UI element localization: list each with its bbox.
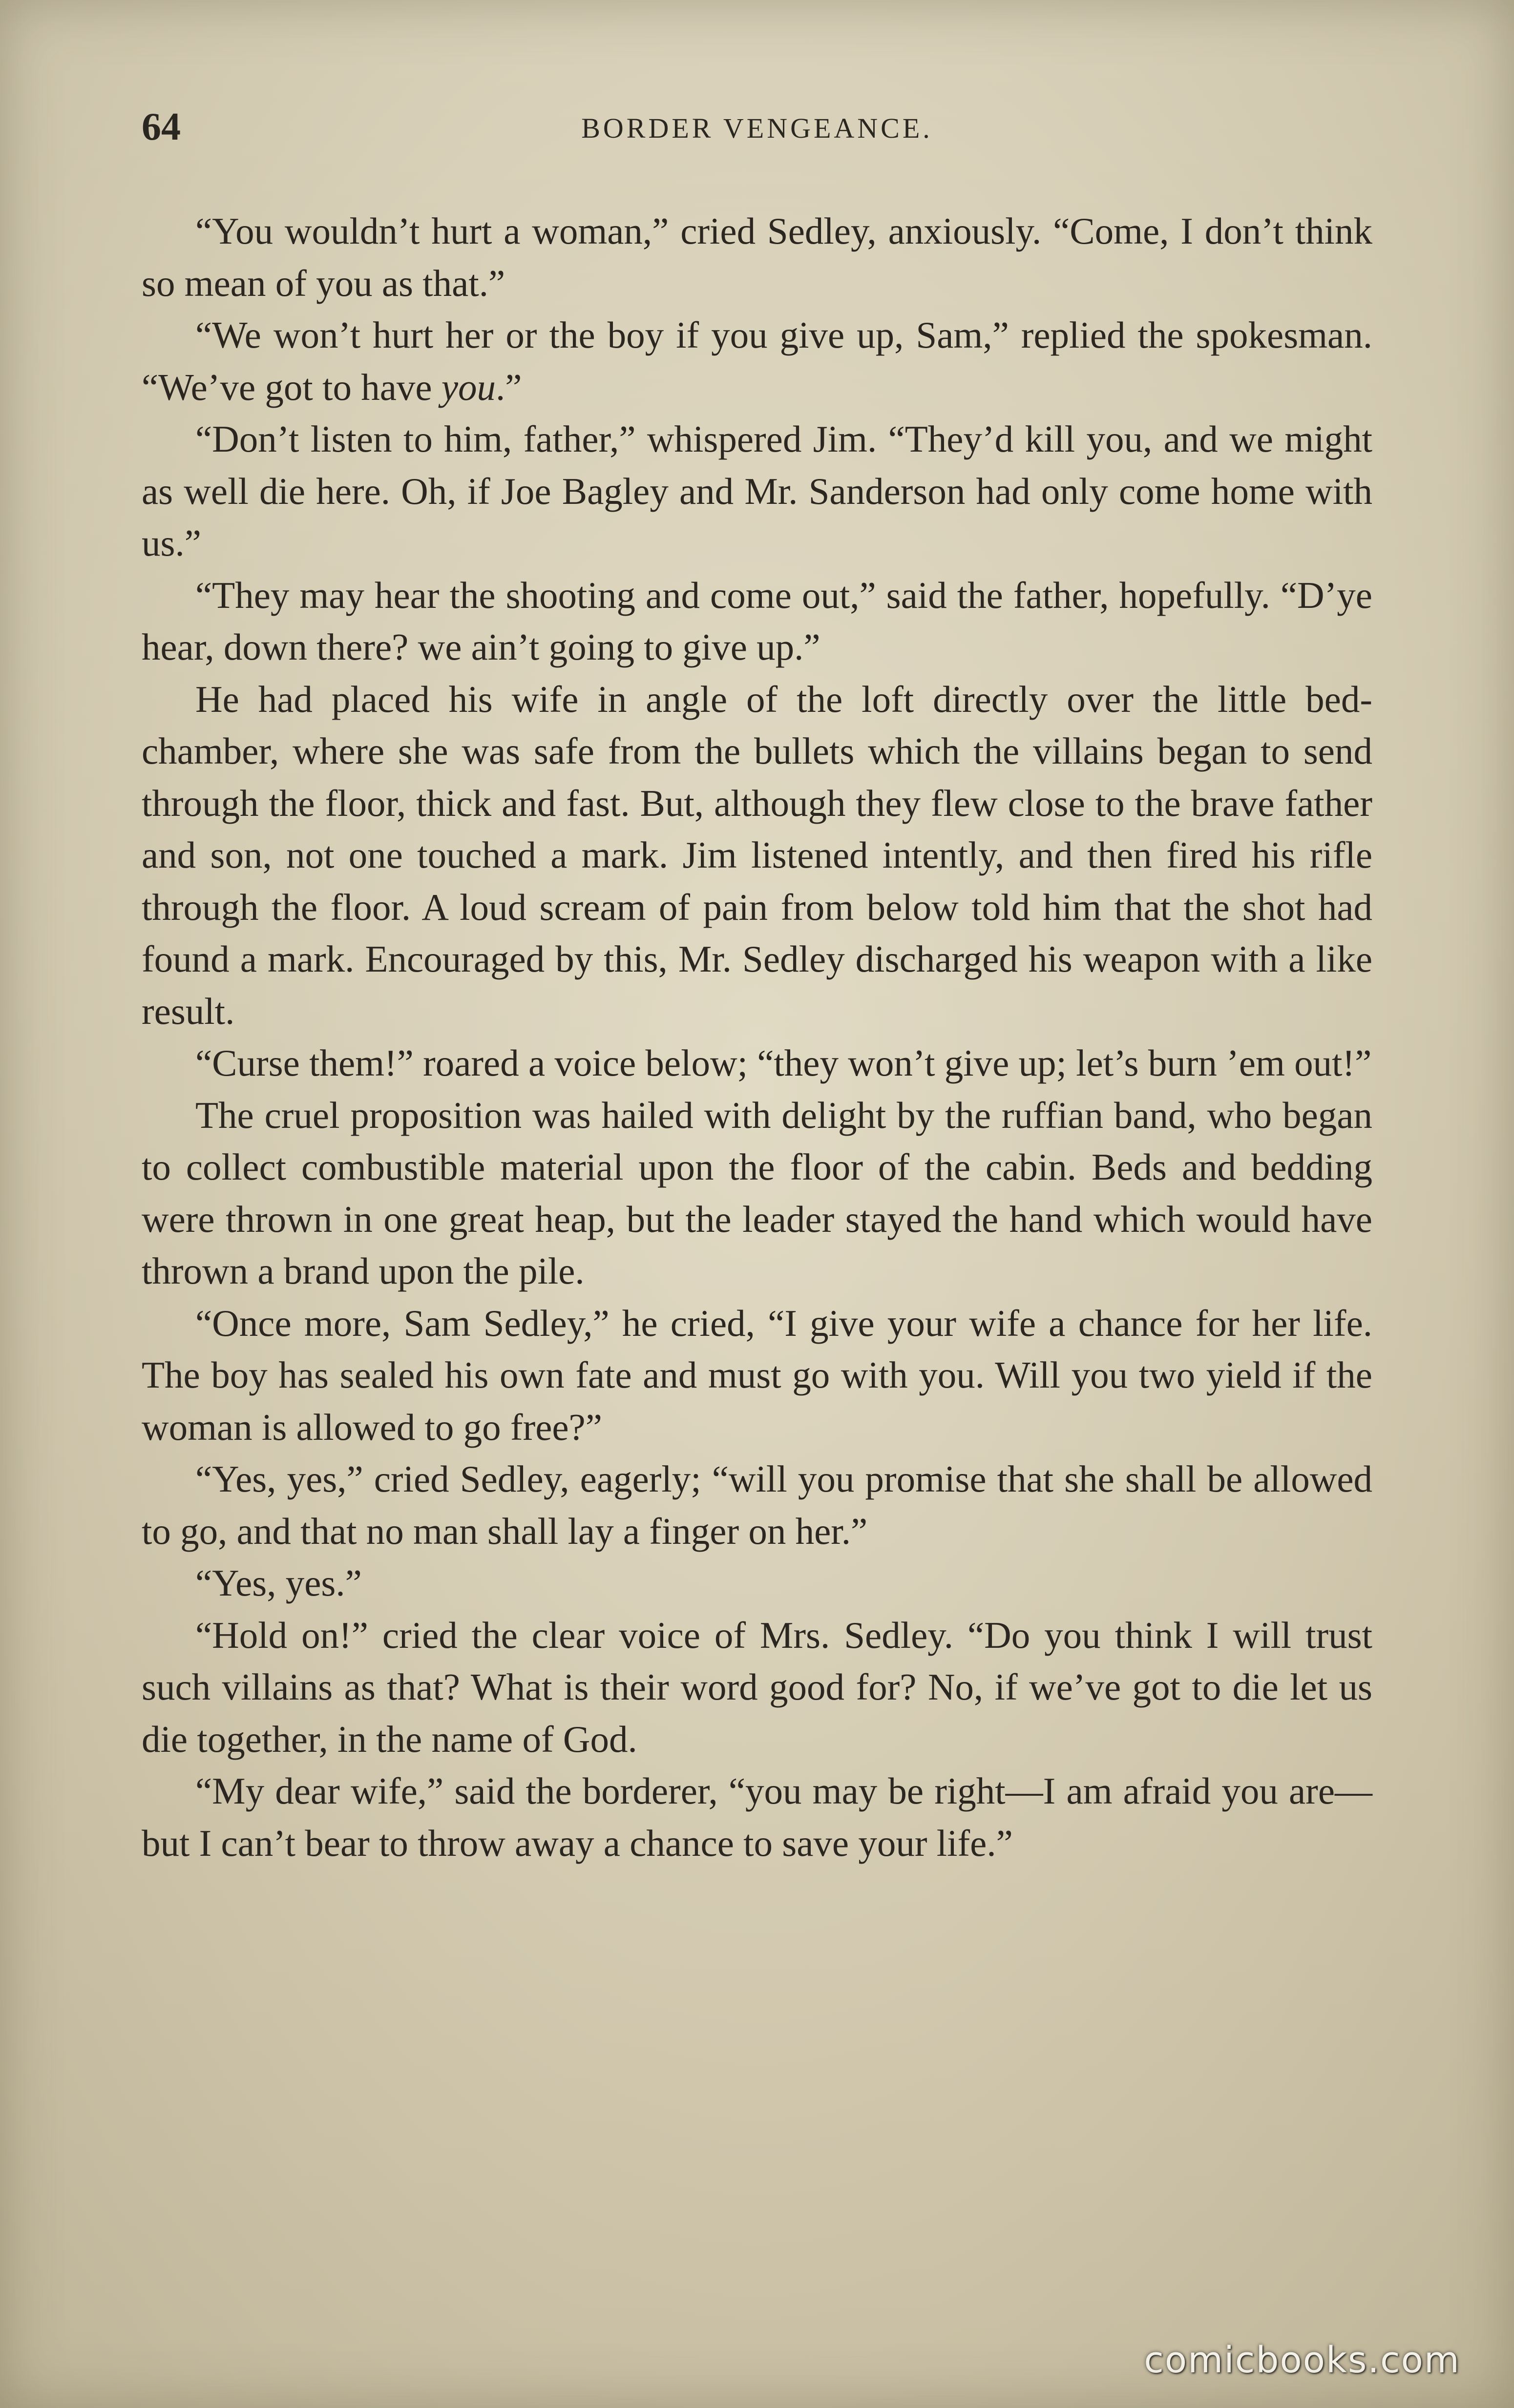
watermark: comicbooks.com bbox=[1144, 2339, 1460, 2381]
paragraph: “Yes, yes.” bbox=[195, 1562, 362, 1604]
paragraph: “Hold on!” cried the clear voice of Mrs. Sedley. “Do you think I will trust such villains as that? What is their word good for? No, if we’ve got to die let us die together, in the name of God. bbox=[142, 1614, 1372, 1760]
paragraph: “Curse them!” roared a voice below; “they won’t give up; let’s burn ’em out!” bbox=[195, 1042, 1372, 1084]
paragraph: “You wouldn’t hurt a woman,” cried Sedley, anxiously. “Come, I don’t think so mean of you as that.” bbox=[142, 210, 1372, 304]
paragraph: “Once more, Sam Sedley,” he cried, “I give your wife a chance for her life. The boy has sealed his own fate and must go with you. Will you two yield if the woman is allowed to go free?” bbox=[142, 1302, 1372, 1448]
paragraph: “Don’t listen to him, father,” whispered Jim. “They’d kill you, and we might as well die here. Oh, if Joe Bagley and Mr. Sanderson had only come home with us.” bbox=[142, 418, 1372, 564]
running-title: BORDER VENGEANCE. bbox=[581, 112, 933, 144]
paragraph: “My dear wife,” said the borderer, “you may be right—I am afraid you are—but I can’t bear to throw away a chance to save your life.” bbox=[142, 1770, 1372, 1864]
page-header bbox=[142, 105, 1372, 159]
paragraph: “They may hear the shooting and come out,” said the father, hopefully. “D’ye hear, down there? we ain’t going to give up.” bbox=[142, 574, 1372, 668]
paragraph: He had placed his wife in angle of the loft directly over the little bed-chamber, where she was safe from the bullets which the villains began to send through the floor, thick and fast. But, although they flew close to the brave father and son, not one touched a mark. Jim listened intently, and then fired his rifle through the floor. A loud scream of pain from below told him that the shot had found a mark. Encouraged by this, Mr. Sedley discharged his weapon with a like result. bbox=[142, 678, 1372, 1032]
paragraph: “Yes, yes,” cried Sedley, eagerly; “will you promise that she shall be allowed to go, and that no man shall lay a finger on her.” bbox=[142, 1458, 1372, 1552]
body-text bbox=[142, 205, 1372, 1869]
page-number: 64 bbox=[142, 105, 181, 148]
paragraph: The cruel proposition was hailed with delight by the ruffian band, who began to collect combustible material upon the floor of the cabin. Beds and bedding were thrown in one great heap, but the leader stayed the hand which would have thrown a brand upon the pile. bbox=[142, 1094, 1372, 1292]
paragraph: “We won’t hurt her or the boy if you give up, Sam,” replied the spokesman. “We’ve got to have you.” bbox=[142, 314, 1372, 408]
